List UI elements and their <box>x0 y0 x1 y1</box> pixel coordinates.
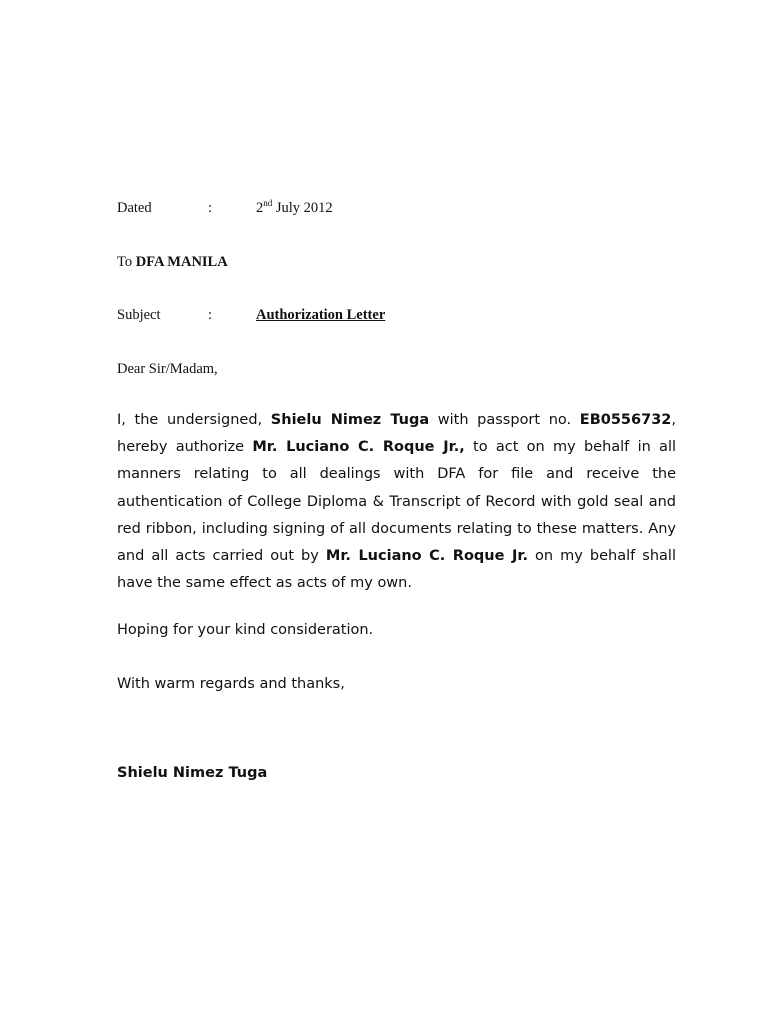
subject-value <box>256 307 385 324</box>
body-text-3: , hereby authorize <box>117 412 676 456</box>
dated-colon: : <box>208 200 213 216</box>
body-text-5: on my behalf shall have the same effect as acts of my own. <box>117 548 676 592</box>
date-value <box>256 200 333 217</box>
to-recipient: DFA MANILA <box>135 254 228 270</box>
to-prefix: To <box>117 254 136 270</box>
body-authorized-1: Mr. Luciano C. Roque Jr., <box>252 439 465 456</box>
body-name: Shielu Nimez Tuga <box>270 412 430 428</box>
body-authorized-2: Mr. Luciano C. Roque Jr. <box>325 548 528 565</box>
date-rest: July 2012 <box>272 200 333 216</box>
body-text-1: I, the undersigned, <box>117 412 271 428</box>
date-day: 2 <box>256 200 264 216</box>
date-suffix: nd <box>263 198 273 209</box>
body-passport: EB0556732 <box>579 412 672 428</box>
to-row <box>117 254 228 271</box>
signature-name: Shielu Nimez Tuga <box>117 765 268 781</box>
subject-label: Subject <box>117 307 161 323</box>
subject-row <box>117 307 161 324</box>
subject-colon: : <box>208 307 213 323</box>
closing-consideration: Hoping for your kind consideration. <box>117 622 374 638</box>
closing-regards: With warm regards and thanks, <box>117 676 345 692</box>
dated-row <box>117 200 152 217</box>
body-text-2: with passport no. <box>429 412 580 428</box>
dated-label: Dated <box>117 200 152 216</box>
salutation: Dear Sir/Madam, <box>117 361 218 377</box>
body-text-4: to act on my behalf in all manners relating to all dealings with DFA for file and receive the authentication of College Diploma & Transcript of Record with gold seal and red ribbon, including signing of all documents relating to these matters. Any and all acts carried out by <box>117 439 676 565</box>
subject-text: Authorization Letter <box>256 307 386 323</box>
body-paragraph <box>117 407 676 597</box>
